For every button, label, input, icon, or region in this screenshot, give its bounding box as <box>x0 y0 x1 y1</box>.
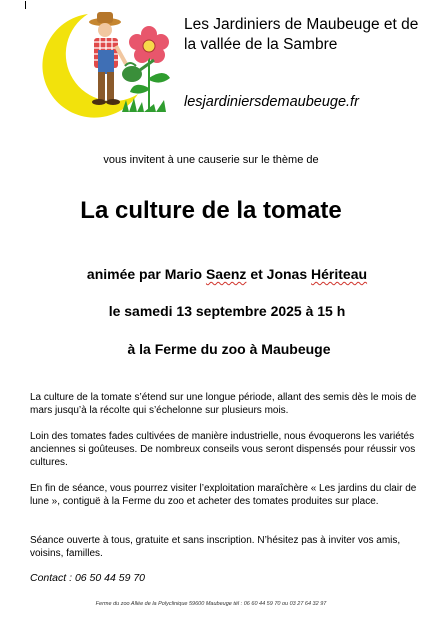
club-name: Les Jardiniers de Maubeuge et de la vallée de la Sambre <box>184 16 419 53</box>
speakers-middle: et Jonas <box>246 266 312 282</box>
event-place-text: à la Ferme du zoo à Maubeuge <box>127 341 331 357</box>
paragraph-access: Séance ouverte à tous, gratuite et sans inscription. N’hésitez pas à inviter vos amis, voisins, familles. <box>30 535 401 559</box>
event-title <box>0 197 430 225</box>
speaker2-lastname: Hériteau <box>311 266 368 282</box>
speaker1-lastname: Saenz <box>205 266 247 282</box>
event-date <box>0 303 430 319</box>
paragraph-varieties: Loin des tomates fades cultivées de manière industrielle, nous évoquerons les variétés anciennes si goûteuses. De nombreux conseils vous seront dispensés pour réussir vos cultures. <box>30 431 416 468</box>
gardener-moon-flower-logo <box>26 8 178 120</box>
event-title-text: La culture de la tomate <box>80 197 342 224</box>
paragraph-intro: La culture de la tomate s’étend sur une longue période, allant des semis dès le mois de mars jusqu’à la récolte qui s’échelonne sur plusieurs mois. <box>30 392 417 416</box>
flower-icon <box>129 26 169 63</box>
gardener-icon <box>89 12 126 105</box>
invitation-text: vous invitent à une causerie sur le thème de <box>103 154 319 166</box>
club-website: lesjardiniersdemaubeuge.fr <box>184 94 359 110</box>
event-date-text: le samedi 13 septembre 2025 à 15 h <box>108 303 346 319</box>
flower-leaf-left <box>130 85 149 94</box>
footer-address <box>0 601 430 607</box>
invitation-line <box>0 154 430 166</box>
speakers-prefix: animée par Mario <box>86 266 206 282</box>
footer-address-text: Ferme du zoo Allée de la Polyclinique 59600 Maubeuge tél : 06 60 44 59 70 ou 03 27 64 32 97 <box>95 601 327 607</box>
paragraph-visit: En fin de séance, vous pourrez visiter l’exploitation maraîchère « Les jardins du clair de lune », contiguë à la Ferme du zoo et acheter des tomates produites sur place. <box>30 483 417 507</box>
speakers-line <box>0 266 430 282</box>
crescent-moon-icon <box>42 14 138 118</box>
event-place <box>0 341 430 357</box>
contact-line: Contact : 06 50 44 59 70 <box>30 572 146 584</box>
flower-leaf-right <box>149 73 170 83</box>
